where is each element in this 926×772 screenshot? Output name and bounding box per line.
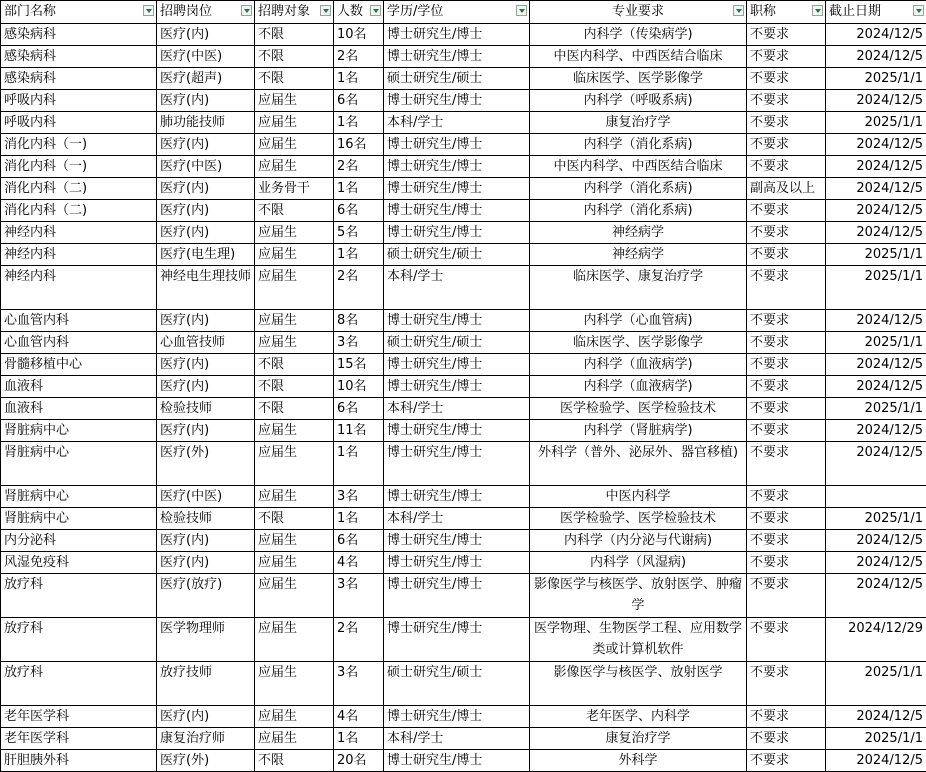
cell-dept[interactable]: 血液科 — [1, 398, 157, 420]
cell-count[interactable]: 10名 — [334, 24, 384, 46]
cell-position[interactable]: 医疗(外) — [157, 750, 255, 772]
cell-title[interactable]: 不要求 — [747, 134, 826, 156]
cell-position[interactable]: 医疗(内) — [157, 420, 255, 442]
cell-dept[interactable]: 感染病科 — [1, 46, 157, 68]
cell-title[interactable]: 不要求 — [747, 310, 826, 332]
cell-deadline[interactable]: 2025/1/1 — [826, 398, 926, 420]
cell-target[interactable]: 应届生 — [255, 420, 334, 442]
cell-major[interactable]: 内科学（消化系病) — [530, 200, 747, 222]
cell-deadline[interactable]: 2024/12/5 — [826, 574, 926, 618]
cell-degree[interactable]: 博士研究生/博士 — [384, 134, 530, 156]
cell-degree[interactable]: 本科/学士 — [384, 398, 530, 420]
cell-major[interactable]: 康复治疗学 — [530, 112, 747, 134]
cell-deadline[interactable]: 2025/1/1 — [826, 332, 926, 354]
cell-deadline[interactable]: 2024/12/5 — [826, 552, 926, 574]
cell-title[interactable]: 不要求 — [747, 574, 826, 618]
cell-degree[interactable]: 硕士研究生/硕士 — [384, 662, 530, 706]
cell-position[interactable]: 医疗(放疗) — [157, 574, 255, 618]
cell-target[interactable]: 应届生 — [255, 222, 334, 244]
cell-deadline[interactable] — [826, 486, 926, 508]
cell-target[interactable]: 不限 — [255, 354, 334, 376]
cell-target[interactable]: 应届生 — [255, 574, 334, 618]
cell-count[interactable]: 1名 — [334, 68, 384, 90]
cell-dept[interactable]: 感染病科 — [1, 24, 157, 46]
cell-count[interactable]: 8名 — [334, 310, 384, 332]
cell-count[interactable]: 2名 — [334, 618, 384, 662]
cell-position[interactable]: 康复治疗师 — [157, 728, 255, 750]
cell-major[interactable]: 内科学（内分泌与代谢病) — [530, 530, 747, 552]
cell-count[interactable]: 2名 — [334, 46, 384, 68]
cell-position[interactable]: 医疗(外) — [157, 442, 255, 486]
cell-title[interactable]: 不要求 — [747, 376, 826, 398]
cell-dept[interactable]: 肾脏病中心 — [1, 486, 157, 508]
cell-dept[interactable]: 消化内科（一) — [1, 134, 157, 156]
cell-major[interactable]: 内科学（血液病学) — [530, 376, 747, 398]
cell-count[interactable]: 11名 — [334, 420, 384, 442]
cell-target[interactable]: 应届生 — [255, 530, 334, 552]
cell-position[interactable]: 医疗(内) — [157, 24, 255, 46]
cell-title[interactable]: 不要求 — [747, 112, 826, 134]
cell-deadline[interactable]: 2024/12/5 — [826, 200, 926, 222]
cell-dept[interactable]: 老年医学科 — [1, 728, 157, 750]
cell-deadline[interactable]: 2025/1/1 — [826, 508, 926, 530]
cell-deadline[interactable]: 2024/12/5 — [826, 420, 926, 442]
cell-deadline[interactable]: 2024/12/5 — [826, 134, 926, 156]
cell-count[interactable]: 1名 — [334, 442, 384, 486]
cell-count[interactable]: 1名 — [334, 508, 384, 530]
cell-major[interactable]: 内科学（血液病学) — [530, 354, 747, 376]
cell-title[interactable]: 副高及以上 — [747, 178, 826, 200]
cell-degree[interactable]: 硕士研究生/硕士 — [384, 68, 530, 90]
cell-deadline[interactable]: 2025/1/1 — [826, 266, 926, 310]
cell-target[interactable]: 不限 — [255, 508, 334, 530]
cell-count[interactable]: 1名 — [334, 728, 384, 750]
cell-degree[interactable]: 硕士研究生/硕士 — [384, 332, 530, 354]
table-row — [1, 750, 926, 772]
cell-position[interactable]: 检验技师 — [157, 508, 255, 530]
cell-major[interactable]: 老年医学、内科学 — [530, 706, 747, 728]
cell-dept[interactable]: 放疗科 — [1, 618, 157, 662]
cell-title[interactable]: 不要求 — [747, 750, 826, 772]
cell-position[interactable]: 医疗(中医) — [157, 46, 255, 68]
table-row — [1, 222, 926, 244]
cell-position[interactable]: 医疗(中医) — [157, 156, 255, 178]
cell-position[interactable]: 医疗(中医) — [157, 486, 255, 508]
table-row — [1, 178, 926, 200]
cell-position[interactable]: 医疗(内) — [157, 310, 255, 332]
cell-major[interactable]: 内科学（心血管病) — [530, 310, 747, 332]
cell-degree[interactable]: 博士研究生/博士 — [384, 486, 530, 508]
cell-title[interactable]: 不要求 — [747, 486, 826, 508]
cell-degree[interactable]: 博士研究生/博士 — [384, 200, 530, 222]
cell-title[interactable]: 不要求 — [747, 442, 826, 486]
cell-dept[interactable]: 骨髓移植中心 — [1, 354, 157, 376]
cell-degree[interactable]: 博士研究生/博士 — [384, 420, 530, 442]
cell-target[interactable]: 应届生 — [255, 706, 334, 728]
filter-dropdown-icon[interactable] — [516, 5, 527, 16]
header-label: 截止日期 — [829, 4, 881, 19]
table-row — [1, 574, 926, 618]
cell-major[interactable]: 康复治疗学 — [530, 728, 747, 750]
filter-dropdown-icon[interactable] — [370, 5, 381, 16]
cell-title[interactable]: 不要求 — [747, 354, 826, 376]
table-row — [1, 354, 926, 376]
header-row — [1, 1, 926, 24]
cell-count[interactable]: 3名 — [334, 662, 384, 706]
cell-target[interactable]: 应届生 — [255, 156, 334, 178]
cell-count[interactable]: 15名 — [334, 354, 384, 376]
cell-target[interactable]: 应届生 — [255, 618, 334, 662]
cell-target[interactable]: 应届生 — [255, 134, 334, 156]
cell-count[interactable]: 16名 — [334, 134, 384, 156]
cell-degree[interactable]: 硕士研究生/硕士 — [384, 244, 530, 266]
filter-dropdown-icon[interactable] — [241, 5, 252, 16]
filter-dropdown-icon[interactable] — [812, 5, 823, 16]
cell-title[interactable]: 不要求 — [747, 618, 826, 662]
cell-position[interactable]: 医疗(内) — [157, 552, 255, 574]
cell-major[interactable]: 影像医学与核医学、放射医学、肿瘤学 — [530, 574, 747, 618]
cell-major[interactable]: 内科学（肾脏病学) — [530, 420, 747, 442]
table-row — [1, 134, 926, 156]
cell-count[interactable]: 1名 — [334, 244, 384, 266]
cell-count[interactable]: 3名 — [334, 332, 384, 354]
cell-position[interactable]: 医疗(内) — [157, 354, 255, 376]
table-body — [1, 24, 926, 772]
cell-count[interactable]: 6名 — [334, 398, 384, 420]
cell-position[interactable]: 检验技师 — [157, 398, 255, 420]
cell-degree[interactable]: 博士研究生/博士 — [384, 90, 530, 112]
cell-dept[interactable]: 消化内科（二) — [1, 200, 157, 222]
table-row — [1, 618, 926, 662]
table-row — [1, 508, 926, 530]
cell-count[interactable]: 2名 — [334, 266, 384, 310]
cell-dept[interactable]: 消化内科（一) — [1, 156, 157, 178]
cell-deadline[interactable]: 2024/12/5 — [826, 706, 926, 728]
cell-degree[interactable]: 博士研究生/博士 — [384, 310, 530, 332]
cell-deadline[interactable]: 2025/1/1 — [826, 68, 926, 90]
header-major — [530, 1, 747, 24]
cell-title[interactable]: 不要求 — [747, 530, 826, 552]
cell-dept[interactable]: 神经内科 — [1, 244, 157, 266]
cell-dept[interactable]: 神经内科 — [1, 222, 157, 244]
cell-degree[interactable]: 博士研究生/博士 — [384, 750, 530, 772]
cell-target[interactable]: 应届生 — [255, 310, 334, 332]
cell-deadline[interactable]: 2024/12/5 — [826, 530, 926, 552]
cell-major[interactable]: 中医内科学、中西医结合临床 — [530, 46, 747, 68]
header-label: 职称 — [750, 4, 776, 19]
cell-deadline[interactable]: 2025/1/1 — [826, 112, 926, 134]
header-target — [255, 1, 334, 24]
cell-count[interactable]: 1名 — [334, 178, 384, 200]
cell-position[interactable]: 医疗(内) — [157, 376, 255, 398]
cell-deadline[interactable]: 2024/12/29 — [826, 618, 926, 662]
cell-degree[interactable]: 博士研究生/博士 — [384, 530, 530, 552]
cell-dept[interactable]: 肝胆胰外科 — [1, 750, 157, 772]
cell-major[interactable]: 内科学（风湿病) — [530, 552, 747, 574]
header-label: 招聘岗位 — [160, 4, 212, 19]
cell-major[interactable]: 医学检验学、医学检验技术 — [530, 508, 747, 530]
cell-degree[interactable]: 博士研究生/博士 — [384, 442, 530, 486]
cell-dept[interactable]: 心血管内科 — [1, 332, 157, 354]
cell-position[interactable]: 医学物理师 — [157, 618, 255, 662]
cell-count[interactable]: 1名 — [334, 112, 384, 134]
cell-count[interactable]: 3名 — [334, 486, 384, 508]
cell-count[interactable]: 6名 — [334, 90, 384, 112]
cell-dept[interactable]: 老年医学科 — [1, 706, 157, 728]
cell-degree[interactable]: 博士研究生/博士 — [384, 46, 530, 68]
cell-major[interactable]: 神经病学 — [530, 222, 747, 244]
table-row — [1, 530, 926, 552]
cell-dept[interactable]: 神经内科 — [1, 266, 157, 310]
header-label: 学历/学位 — [387, 4, 443, 19]
cell-position[interactable]: 神经电生理技师 — [157, 266, 255, 310]
header-label: 招聘对象 — [258, 4, 310, 19]
table-row — [1, 486, 926, 508]
table-row — [1, 156, 926, 178]
cell-major[interactable]: 神经病学 — [530, 244, 747, 266]
cell-major[interactable]: 中医内科学、中西医结合临床 — [530, 156, 747, 178]
cell-title[interactable]: 不要求 — [747, 508, 826, 530]
cell-degree[interactable]: 博士研究生/博士 — [384, 706, 530, 728]
cell-position[interactable]: 医疗(内) — [157, 90, 255, 112]
cell-major[interactable]: 临床医学、医学影像学 — [530, 332, 747, 354]
cell-major[interactable]: 临床医学、康复治疗学 — [530, 266, 747, 310]
cell-dept[interactable]: 消化内科（二) — [1, 178, 157, 200]
cell-target[interactable]: 应届生 — [255, 244, 334, 266]
cell-target[interactable]: 业务骨干 — [255, 178, 334, 200]
cell-position[interactable]: 医疗(内) — [157, 530, 255, 552]
cell-deadline[interactable]: 2024/12/5 — [826, 750, 926, 772]
cell-degree[interactable]: 本科/学士 — [384, 266, 530, 310]
cell-major[interactable]: 外科学 — [530, 750, 747, 772]
cell-dept[interactable]: 放疗科 — [1, 574, 157, 618]
cell-major[interactable]: 内科学（传染病学) — [530, 24, 747, 46]
cell-count[interactable]: 3名 — [334, 574, 384, 618]
cell-title[interactable]: 不要求 — [747, 552, 826, 574]
table-row — [1, 662, 926, 706]
cell-deadline[interactable]: 2024/12/5 — [826, 442, 926, 486]
cell-title[interactable]: 不要求 — [747, 420, 826, 442]
cell-target[interactable]: 应届生 — [255, 112, 334, 134]
cell-degree[interactable]: 博士研究生/博士 — [384, 552, 530, 574]
table-row — [1, 552, 926, 574]
table-row — [1, 310, 926, 332]
cell-title[interactable]: 不要求 — [747, 244, 826, 266]
filter-dropdown-icon[interactable] — [320, 5, 331, 16]
header-deadline — [826, 1, 926, 24]
cell-count[interactable]: 4名 — [334, 706, 384, 728]
cell-major[interactable]: 外科学（普外、泌尿外、器官移植) — [530, 442, 747, 486]
table-row — [1, 244, 926, 266]
table-row — [1, 728, 926, 750]
header-label: 专业要求 — [612, 4, 664, 19]
cell-dept[interactable]: 感染病科 — [1, 68, 157, 90]
cell-title[interactable]: 不要求 — [747, 90, 826, 112]
cell-target[interactable]: 不限 — [255, 750, 334, 772]
cell-count[interactable]: 6名 — [334, 530, 384, 552]
cell-position[interactable]: 医疗(内) — [157, 200, 255, 222]
cell-target[interactable]: 不限 — [255, 46, 334, 68]
table-row — [1, 68, 926, 90]
cell-target[interactable]: 应届生 — [255, 266, 334, 310]
table-row — [1, 24, 926, 46]
cell-degree[interactable]: 博士研究生/博士 — [384, 354, 530, 376]
cell-deadline[interactable]: 2024/12/5 — [826, 90, 926, 112]
cell-title[interactable]: 不要求 — [747, 156, 826, 178]
table-row — [1, 398, 926, 420]
cell-title[interactable]: 不要求 — [747, 266, 826, 310]
cell-count[interactable]: 5名 — [334, 222, 384, 244]
cell-deadline[interactable]: 2024/12/5 — [826, 156, 926, 178]
cell-title[interactable]: 不要求 — [747, 706, 826, 728]
cell-title[interactable]: 不要求 — [747, 332, 826, 354]
cell-count[interactable]: 2名 — [334, 156, 384, 178]
cell-degree[interactable]: 博士研究生/博士 — [384, 156, 530, 178]
cell-deadline[interactable]: 2024/12/5 — [826, 376, 926, 398]
table-row — [1, 112, 926, 134]
cell-position[interactable]: 医疗(内) — [157, 134, 255, 156]
cell-dept[interactable]: 呼吸内科 — [1, 112, 157, 134]
table-row — [1, 420, 926, 442]
cell-dept[interactable]: 风湿免疫科 — [1, 552, 157, 574]
table-row — [1, 90, 926, 112]
cell-position[interactable]: 心血管技师 — [157, 332, 255, 354]
cell-major[interactable]: 医学物理、生物医学工程、应用数学类或计算机软件 — [530, 618, 747, 662]
header-title — [747, 1, 826, 24]
cell-degree[interactable]: 博士研究生/博士 — [384, 24, 530, 46]
filter-dropdown-icon[interactable] — [143, 5, 154, 16]
cell-degree[interactable]: 本科/学士 — [384, 728, 530, 750]
cell-title[interactable]: 不要求 — [747, 200, 826, 222]
cell-major[interactable]: 内科学（消化系病) — [530, 134, 747, 156]
cell-position[interactable]: 医疗(内) — [157, 178, 255, 200]
cell-major[interactable]: 影像医学与核医学、放射医学 — [530, 662, 747, 706]
cell-deadline[interactable]: 2024/12/5 — [826, 310, 926, 332]
header-label: 部门名称 — [4, 4, 56, 19]
cell-target[interactable]: 不限 — [255, 376, 334, 398]
cell-deadline[interactable]: 2025/1/1 — [826, 662, 926, 706]
cell-title[interactable]: 不要求 — [747, 662, 826, 706]
cell-target[interactable]: 不限 — [255, 200, 334, 222]
cell-position[interactable]: 医疗(超声) — [157, 68, 255, 90]
header-dept — [1, 1, 157, 24]
cell-dept[interactable]: 血液科 — [1, 376, 157, 398]
cell-degree[interactable]: 本科/学士 — [384, 112, 530, 134]
cell-title[interactable]: 不要求 — [747, 24, 826, 46]
cell-degree[interactable]: 博士研究生/博士 — [384, 178, 530, 200]
cell-count[interactable]: 6名 — [334, 200, 384, 222]
cell-target[interactable]: 应届生 — [255, 90, 334, 112]
cell-target[interactable]: 应届生 — [255, 332, 334, 354]
cell-major[interactable]: 内科学（消化系病) — [530, 178, 747, 200]
cell-deadline[interactable]: 2024/12/5 — [826, 222, 926, 244]
cell-deadline[interactable]: 2025/1/1 — [826, 728, 926, 750]
cell-target[interactable]: 不限 — [255, 398, 334, 420]
table-row — [1, 376, 926, 398]
cell-deadline[interactable]: 2024/12/5 — [826, 354, 926, 376]
cell-degree[interactable]: 博士研究生/博士 — [384, 574, 530, 618]
table-row — [1, 442, 926, 486]
cell-deadline[interactable]: 2024/12/5 — [826, 24, 926, 46]
cell-count[interactable]: 20名 — [334, 750, 384, 772]
cell-major[interactable]: 临床医学、医学影像学 — [530, 68, 747, 90]
cell-target[interactable]: 应届生 — [255, 486, 334, 508]
cell-degree[interactable]: 博士研究生/博士 — [384, 618, 530, 662]
filter-dropdown-icon[interactable] — [913, 5, 924, 16]
cell-major[interactable]: 内科学（呼吸系病) — [530, 90, 747, 112]
filter-dropdown-icon[interactable] — [733, 5, 744, 16]
cell-title[interactable]: 不要求 — [747, 222, 826, 244]
cell-title[interactable]: 不要求 — [747, 398, 826, 420]
cell-degree[interactable]: 博士研究生/博士 — [384, 222, 530, 244]
cell-dept[interactable]: 放疗科 — [1, 662, 157, 706]
cell-title[interactable]: 不要求 — [747, 728, 826, 750]
cell-position[interactable]: 医疗(电生理) — [157, 244, 255, 266]
cell-deadline[interactable]: 2024/12/5 — [826, 178, 926, 200]
cell-count[interactable]: 4名 — [334, 552, 384, 574]
cell-position[interactable]: 放疗技师 — [157, 662, 255, 706]
cell-title[interactable]: 不要求 — [747, 68, 826, 90]
cell-degree[interactable]: 本科/学士 — [384, 508, 530, 530]
cell-dept[interactable]: 肾脏病中心 — [1, 420, 157, 442]
cell-dept[interactable]: 心血管内科 — [1, 310, 157, 332]
header-degree — [384, 1, 530, 24]
table-row — [1, 46, 926, 68]
cell-count[interactable]: 10名 — [334, 376, 384, 398]
cell-position[interactable]: 医疗(内) — [157, 222, 255, 244]
cell-dept[interactable]: 肾脏病中心 — [1, 442, 157, 486]
cell-major[interactable]: 医学检验学、医学检验技术 — [530, 398, 747, 420]
cell-target[interactable]: 应届生 — [255, 728, 334, 750]
cell-target[interactable]: 不限 — [255, 68, 334, 90]
cell-dept[interactable]: 内分泌科 — [1, 530, 157, 552]
cell-dept[interactable]: 呼吸内科 — [1, 90, 157, 112]
table-row — [1, 266, 926, 310]
cell-deadline[interactable]: 2024/12/5 — [826, 46, 926, 68]
cell-degree[interactable]: 博士研究生/博士 — [384, 376, 530, 398]
table-row — [1, 332, 926, 354]
cell-position[interactable]: 医疗(内) — [157, 706, 255, 728]
cell-dept[interactable]: 肾脏病中心 — [1, 508, 157, 530]
header-label: 人数 — [337, 4, 363, 19]
cell-target[interactable]: 不限 — [255, 24, 334, 46]
cell-target[interactable]: 应届生 — [255, 662, 334, 706]
cell-major[interactable]: 中医内科学 — [530, 486, 747, 508]
cell-position[interactable]: 肺功能技师 — [157, 112, 255, 134]
header-position — [157, 1, 255, 24]
cell-target[interactable]: 应届生 — [255, 552, 334, 574]
cell-target[interactable]: 应届生 — [255, 442, 334, 486]
table-row — [1, 706, 926, 728]
cell-deadline[interactable]: 2025/1/1 — [826, 244, 926, 266]
header-count — [334, 1, 384, 24]
cell-title[interactable]: 不要求 — [747, 46, 826, 68]
table-row — [1, 200, 926, 222]
